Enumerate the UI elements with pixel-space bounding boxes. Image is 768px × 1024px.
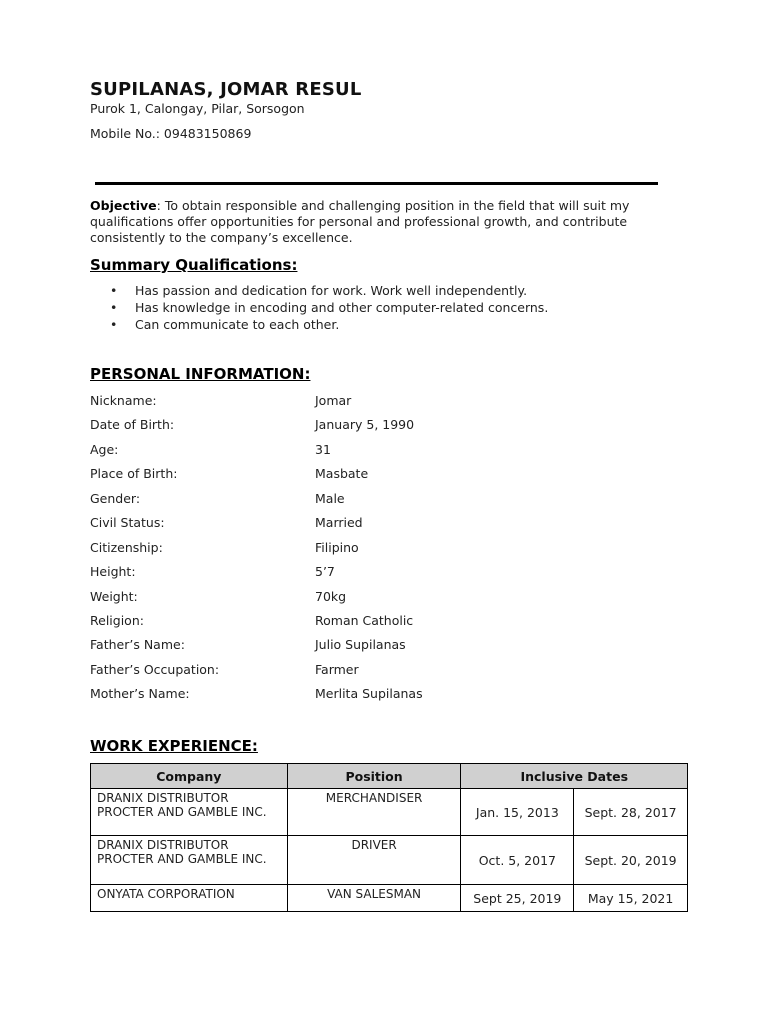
info-value: Masbate	[315, 466, 369, 481]
info-value: Julio Supilanas	[315, 637, 406, 652]
info-row-height	[90, 564, 650, 584]
info-row-weight	[90, 589, 650, 609]
info-row-date-of-birth	[90, 417, 650, 437]
info-label: Date of Birth:	[90, 417, 175, 432]
objective-paragraph	[90, 198, 680, 246]
end-date-cell: Sept. 28, 2017	[574, 789, 688, 836]
info-label: Nickname:	[90, 393, 157, 408]
company-name-line: ONYATA CORPORATION	[97, 887, 235, 901]
summary-heading: Summary Qualifications:	[90, 256, 298, 274]
objective-label: Objective	[90, 198, 157, 213]
company-name-line: PROCTER AND GAMBLE INC.	[97, 805, 267, 819]
company-cell	[91, 789, 288, 836]
info-value: Married	[315, 515, 363, 530]
company-cell	[91, 836, 288, 885]
summary-item: • Has knowledge in encoding and other computer-related concerns.	[90, 299, 548, 316]
info-row-religion	[90, 613, 650, 633]
info-label: Weight:	[90, 589, 138, 604]
company-name-line: DRANIX DISTRIBUTOR	[97, 838, 229, 852]
column-header-position: Position	[287, 764, 461, 789]
summary-item: • Can communicate to each other.	[90, 316, 548, 333]
info-label: Mother’s Name:	[90, 686, 190, 701]
company-name-line: PROCTER AND GAMBLE INC.	[97, 852, 267, 866]
info-label: Civil Status:	[90, 515, 165, 530]
start-date-cell: Jan. 15, 2013	[461, 789, 574, 836]
info-value: Farmer	[315, 662, 359, 677]
mobile-number: Mobile No.: 09483150869	[90, 126, 252, 141]
info-label: Citizenship:	[90, 540, 163, 555]
header-divider	[95, 182, 658, 185]
position-cell: VAN SALESMAN	[287, 885, 461, 912]
info-label: Age:	[90, 442, 119, 457]
work-experience-heading: WORK EXPERIENCE:	[90, 737, 258, 755]
summary-list	[90, 282, 548, 333]
table-row	[91, 836, 688, 885]
info-label: Height:	[90, 564, 136, 579]
company-name-line: DRANIX DISTRIBUTOR	[97, 791, 229, 805]
info-row-place-of-birth	[90, 466, 650, 486]
info-row-mothers-name	[90, 686, 650, 706]
table-row	[91, 789, 688, 836]
info-value: Merlita Supilanas	[315, 686, 423, 701]
info-value: 31	[315, 442, 331, 457]
end-date-cell: Sept. 20, 2019	[574, 836, 688, 885]
info-label: Father’s Occupation:	[90, 662, 220, 677]
info-value: Male	[315, 491, 345, 506]
end-date-cell: May 15, 2021	[574, 885, 688, 912]
table-row	[91, 885, 688, 912]
info-value: Filipino	[315, 540, 359, 555]
info-value: 5’7	[315, 564, 335, 579]
personal-info-heading: PERSONAL INFORMATION:	[90, 365, 311, 383]
info-row-fathers-occupation	[90, 662, 650, 682]
info-label: Father’s Name:	[90, 637, 185, 652]
info-row-age	[90, 442, 650, 462]
info-value: Jomar	[315, 393, 352, 408]
info-value: Roman Catholic	[315, 613, 414, 628]
position-cell: MERCHANDISER	[287, 789, 461, 836]
position-cell: DRIVER	[287, 836, 461, 885]
column-header-company: Company	[91, 764, 288, 789]
start-date-cell: Oct. 5, 2017	[461, 836, 574, 885]
address: Purok 1, Calongay, Pilar, Sorsogon	[90, 101, 305, 116]
info-label: Religion:	[90, 613, 144, 628]
column-header-inclusive-dates: Inclusive Dates	[461, 764, 688, 789]
info-value: 70kg	[315, 589, 347, 604]
objective-text: : To obtain responsible and challenging position in the field that will suit my qualifications offer opportunities for personal and professional growth, and contribute consistently to the company’s excellence.	[90, 198, 630, 245]
info-label: Gender:	[90, 491, 141, 506]
info-value: January 5, 1990	[315, 417, 415, 432]
start-date-cell: Sept 25, 2019	[461, 885, 574, 912]
info-row-civil-status	[90, 515, 650, 535]
info-row-fathers-name	[90, 637, 650, 657]
info-label: Place of Birth:	[90, 466, 178, 481]
info-row-nickname	[90, 393, 650, 413]
info-row-gender	[90, 491, 650, 511]
company-cell	[91, 885, 288, 912]
table-header-row	[91, 764, 688, 789]
work-experience-table	[90, 763, 688, 912]
summary-item: • Has passion and dedication for work. Work well independently.	[90, 282, 548, 299]
applicant-name: SUPILANAS, JOMAR RESUL	[90, 79, 362, 100]
info-row-citizenship	[90, 540, 650, 560]
